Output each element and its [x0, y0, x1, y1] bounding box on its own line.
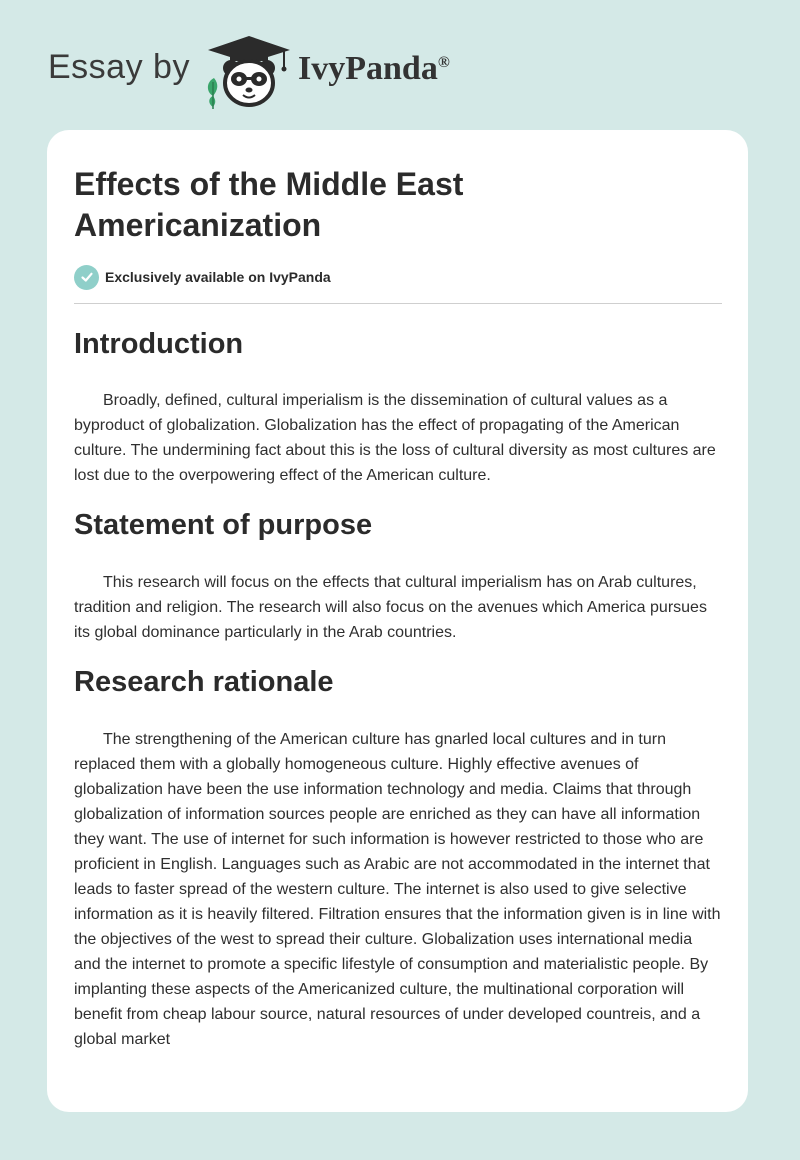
registered-mark: ® [437, 54, 450, 71]
section-heading-introduction: Introduction [74, 328, 244, 360]
section-paragraph-research-rationale: The strengthening of the American culture has gnarled local cultures and in turn replaced them with a globally homogeneous culture. Highly effective avenues of globalization have been the use information technology and media. Claims that through globalization of information sources people are enriched as they can have all information they want. The use of internet for such information is however restricted to those who are proficient in English. Languages such as Arabic are not accommodated in the internet that leads to faster spread of the western culture. The internet is also used to give selective information as it is heavily filtered. Filtration ensures that the information given is in line with the objectives of the west to spread their culture. Globalization uses international media and the internet to promote a specific lifestyle of consumption and materialistic people. By implanting these aspects of the Americanized culture, the multinational corporation will benefit from cheap labour source, natural resources of under developed countreis, and a global market [74, 731, 721, 1048]
essay-by-label: Essay by [48, 48, 190, 86]
exclusive-badge-label: Exclusively available on IvyPanda [105, 269, 331, 285]
section-heading-research-rationale: Research rationale [74, 666, 334, 698]
panda-graduate-icon [204, 34, 294, 110]
exclusive-badge [74, 264, 331, 290]
essay-card [47, 130, 748, 1112]
site-header [48, 34, 508, 110]
essay-body [74, 326, 722, 1052]
section-paragraph-introduction: Broadly, defined, cultural imperialism is the dissemination of cultural values as a byproduct of globalization. Globalization has the effect of propagating of the American culture. The undermining fact about this is the loss of cultural diversity as most cultures are lost due to the overpowering effect of the American culture. [74, 392, 716, 484]
essay-title: Effects of the Middle East Americanization [74, 166, 464, 243]
section-heading-statement-of-purpose: Statement of purpose [74, 509, 373, 541]
brand-name [298, 50, 450, 88]
check-icon [74, 265, 99, 290]
section-paragraph-statement-of-purpose: This research will focus on the effects that cultural imperialism has on Arab cultures, tradition and religion. The research will also focus on the avenues which America pursues its global dominance particularly in the Arab countries. [74, 574, 707, 641]
title-divider [74, 303, 722, 304]
brand-text: IvyPanda [298, 50, 438, 87]
leaf-icon [208, 78, 217, 109]
